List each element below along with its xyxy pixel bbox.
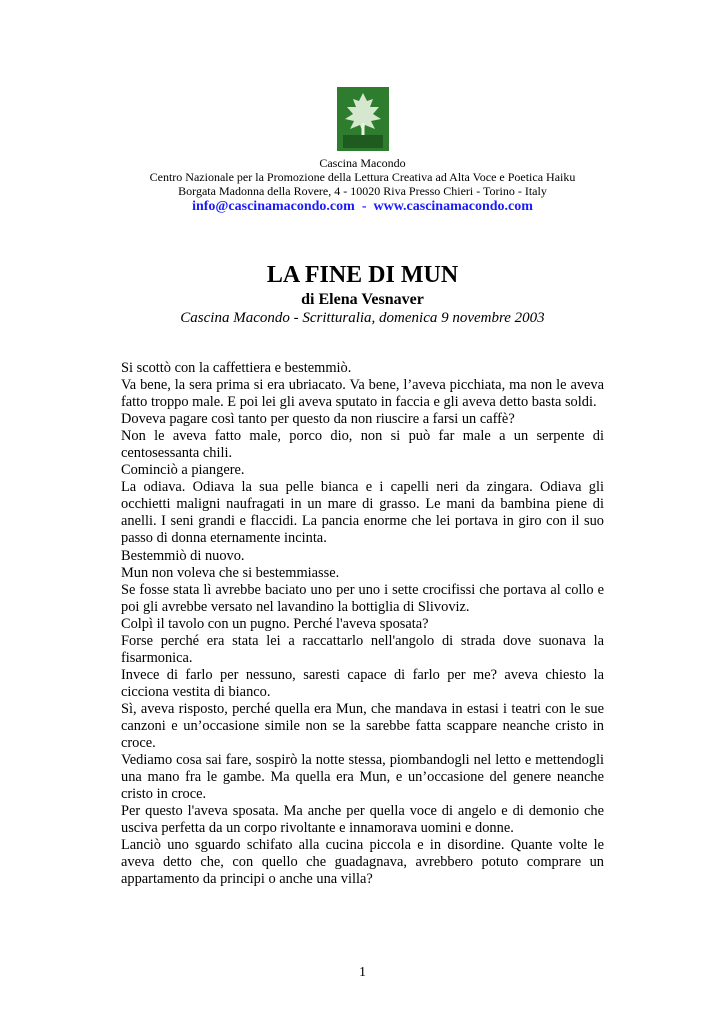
paragraph: Se fosse stata lì avrebbe baciato uno per uno i sette crocifissi che portava al collo e poi gli avrebbe versato nel lavandino la bottiglia di Slivoviz. [121,581,604,615]
paragraph: Non le aveva fatto male, porco dio, non si può far male a un serpente di centosessanta chili. [121,428,604,462]
paragraph: Cominciò a piangere. [121,462,245,479]
paragraph: Mun non voleva che si bestemmiasse. [121,564,340,581]
paragraph: Doveva pagare così tanto per questo da non riuscire a farsi un caffè? [121,411,515,428]
story-subtitle: Cascina Macondo - Scritturalia, domenica 9 novembre 2003 [180,310,545,326]
paragraph: Colpì il tavolo con un pugno. Perché l'aveva sposata? [121,615,429,632]
paragraph: Va bene, la sera prima si era ubriacato. Va bene, l’aveva picchiata, ma non le aveva fatto troppo male. E poi lei gli aveva sputato in faccia e gli aveva detto basta soldi. [121,377,604,411]
paragraph: Lanciò uno sguardo schifato alla cucina piccola e in disordine. Quante volte le aveva detto che, con quello che guadagnava, avrebbero potuto comprare un appartamento da principi o anche una villa? [121,837,604,888]
website-link[interactable]: www.cascinamacondo.com [373,199,533,214]
link-separator: - [361,199,367,214]
organization-address: Borgata Madonna della Rovere, 4 - 10020 Riva Presso Chieri - Torino - Italy [178,184,547,198]
contact-links [0,199,725,215]
paragraph: La odiava. Odiava la sua pelle bianca e i capelli neri da zingara. Odiava gli occhietti maligni naufragati in un mare di grasso. Le mani da bambina piene di anelli. I seni grandi e flaccidi. La pancia enorme che lei portava in giro con il suo passo di donna eternamente incinta. [121,479,604,547]
page-number: 1 [359,965,366,980]
paragraph: Sì, aveva risposto, perché quella era Mun, che mandava in estasi i teatri con le sue canzoni e un’occasione simile non se la sarebbe fatta scappare neanche cristo in croce. [121,700,604,752]
cascina-macondo-logo [337,87,389,151]
tree-logo-icon [337,87,389,151]
story-body [121,360,604,888]
paragraph: Forse perché era stata lei a raccattarlo nell'angolo di strada dove suonava la fisarmonica. [121,632,604,666]
organization-name: Cascina Macondo [319,156,406,170]
organization-description: Centro Nazionale per la Promozione della Lettura Creativa ad Alta Voce e Poetica Haiku [149,170,576,184]
paragraph: Si scottò con la caffettiera e bestemmiò. [121,360,352,376]
story-author: di Elena Vesnaver [301,291,424,308]
paragraph: Bestemmiò di nuovo. [121,547,245,564]
email-link[interactable]: info@cascinamacondo.com [192,199,355,214]
story-title: LA FINE DI MUN [266,262,459,288]
paragraph: Invece di farlo per nessuno, saresti capace di farlo per me? aveva chiesto la cicciona vestita di bianco. [121,666,604,700]
paragraph: Per questo l'aveva sposata. Ma anche per quella voce di angelo e di demonio che usciva perfetta da un corpo rivoltante e innamorava uomini e donne. [121,803,604,837]
paragraph: Vediamo cosa sai fare, sospirò la notte stessa, piombandogli nel letto e mettendogli una mano fra le gambe. Ma quella era Mun, e un’occasione del genere neanche cristo in croce. [121,752,604,803]
